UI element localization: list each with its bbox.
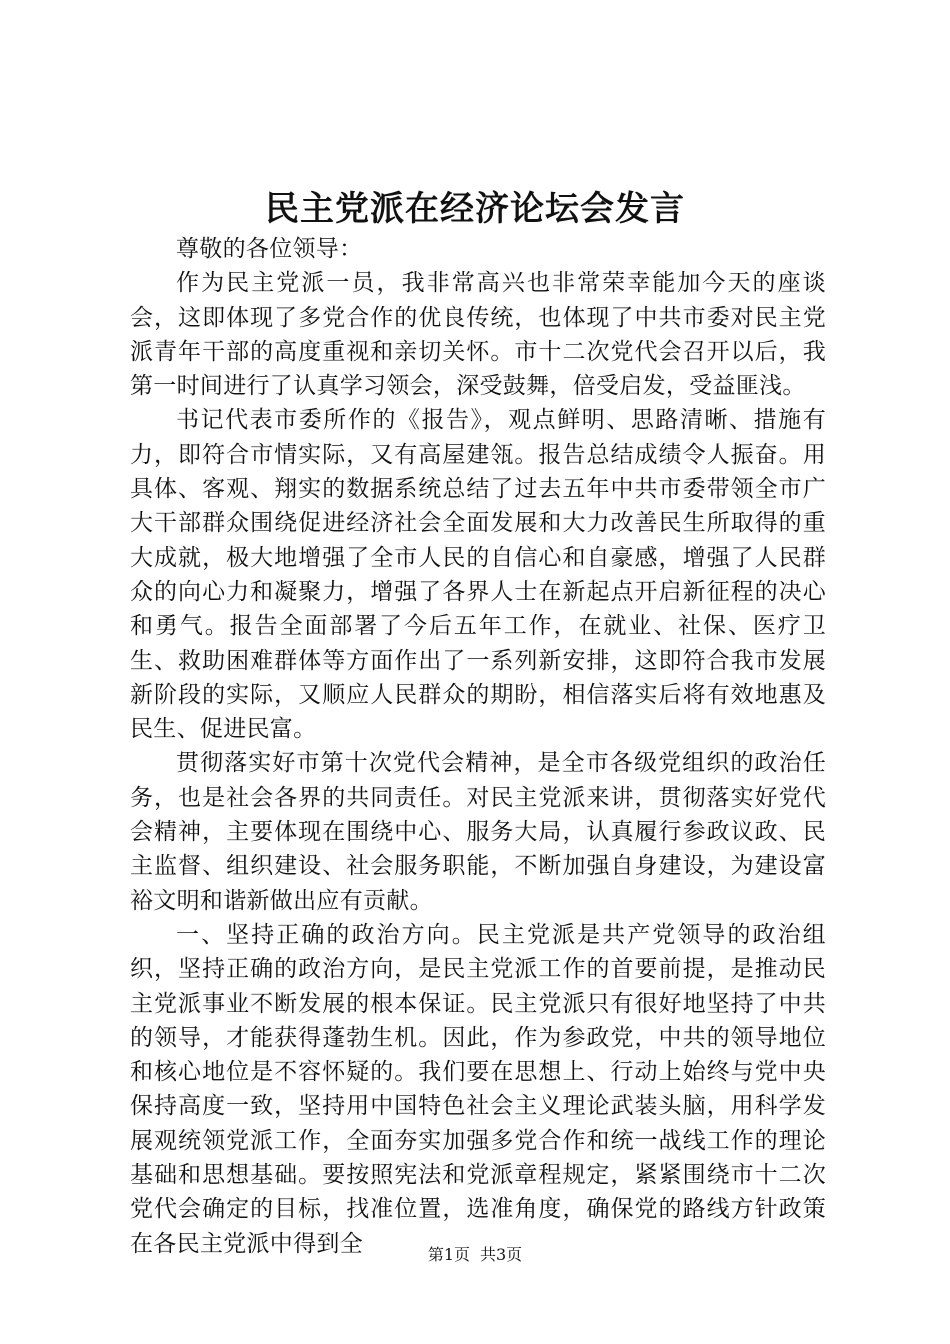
page-total: 共3页 bbox=[480, 1245, 523, 1264]
page-footer bbox=[0, 1244, 950, 1266]
paragraph-4: 一、坚持正确的政治方向。民主党派是共产党领导的政治组织，坚持正确的政治方向，是民主党派工作的首要前提，是推动民主党派事业不断发展的根本保证。民主党派只有很好地坚持了中共的领导，才能获得蓬勃生机。因此，作为参政党，中共的领导地位和核心地位是不容怀疑的。我们要在思想上、行动上始终与党中央保持高度一致，坚持用中国特色社会主义理论武装头脑，用科学发展观统领党派工作，全面夯实加强多党合作和统一战线工作的理论基础和思想基础。要按照宪法和党派章程规定，紧紧围绕市十二次党代会确定的目标，找准位置，选准角度，确保党的路线方针政策在各民主党派中得到全 bbox=[130, 921, 826, 1257]
salutation: 尊敬的各位领导： bbox=[176, 236, 363, 262]
paragraph-2: 书记代表市委所作的《报告》，观点鲜明、思路清晰、措施有力，即符合市情实际，又有高屋建瓴。报告总结成绩令人振奋。用具体、客观、翔实的数据系统总结了过去五年中共市委带领全市广大干部群众围绕促进经济社会全面发展和大力改善民生所取得的重大成就，极大地增强了全市人民的自信心和自豪感，增强了人民群众的向心力和凝聚力，增强了各界人士在新起点开启新征程的决心和勇气。报告全面部署了今后五年工作，在就业、社保、医疗卫生、救助困难群体等方面作出了一系列新安排，这即符合我市发展新阶段的实际，又顺应人民群众的期盼，相信落实后将有效地惠及民生、促进民富。 bbox=[130, 407, 826, 743]
document-title: 民主党派在经济论坛会发言 bbox=[265, 189, 685, 229]
paragraph-1: 作为民主党派一员，我非常高兴也非常荣幸能加今天的座谈会，这即体现了多党合作的优良传统，也体现了中共市委对民主党派青年干部的高度重视和亲切关怀。市十二次党代会召开以后，我第一时间进行了认真学习领会，深受鼓舞，倍受启发，受益匪浅。 bbox=[130, 270, 826, 400]
page-number: 第1页 bbox=[427, 1245, 470, 1264]
paragraph-3: 贯彻落实好市第十次党代会精神，是全市各级党组织的政治任务，也是社会各界的共同责任。对民主党派来讲，贯彻落实好党代会精神，主要体现在围绕中心、服务大局，认真履行参政议政、民主监督、组织建设、社会服务职能，不断加强自身建设，为建设富裕文明和谐新做出应有贡献。 bbox=[130, 750, 826, 914]
document-body bbox=[130, 232, 826, 1261]
